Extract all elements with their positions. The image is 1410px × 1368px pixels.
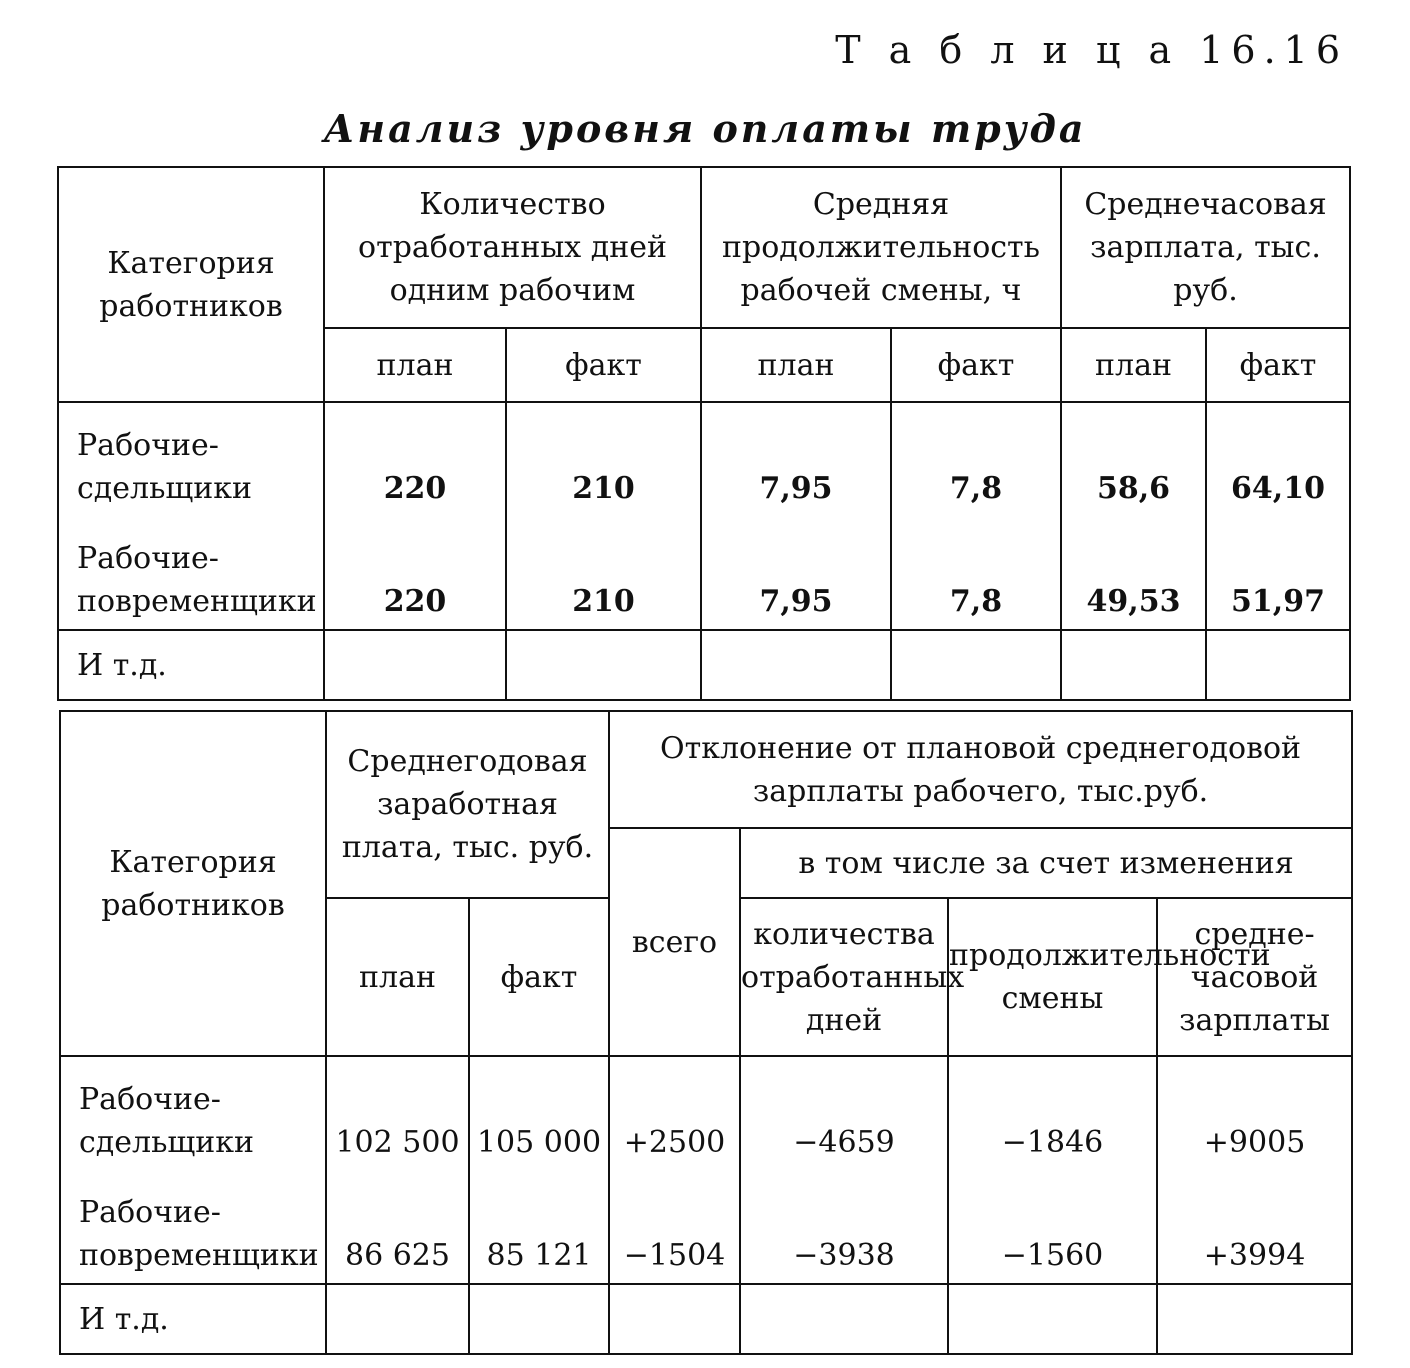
table-row	[60, 1284, 1352, 1354]
shift-change-header: продолжительности смены	[948, 898, 1157, 1056]
value-cell: −3938	[740, 1170, 948, 1284]
plan-header: план	[326, 898, 469, 1056]
total-header: всего	[609, 828, 740, 1056]
value-cell: 64,10	[1206, 402, 1350, 516]
value-cell: −1560	[948, 1170, 1157, 1284]
value-cell: +2500	[609, 1056, 740, 1170]
value-cell: 7,95	[701, 516, 891, 630]
value-cell: 7,8	[891, 402, 1061, 516]
value-cell: 210	[506, 402, 701, 516]
table-label: Т а б л и ц а 16.16	[835, 28, 1348, 72]
value-cell: −1846	[948, 1056, 1157, 1170]
avg-annual-salary-header: Среднегодовая заработная плата, тыс. руб.	[326, 711, 609, 898]
value-cell: 7,95	[701, 402, 891, 516]
value-cell: 210	[506, 516, 701, 630]
days-change-header: количества отработанных дней	[740, 898, 948, 1056]
value-cell: 86 625	[326, 1170, 469, 1284]
row-category: Рабочие-повременщики	[58, 516, 324, 630]
plan-header: план	[1061, 328, 1206, 402]
etc-label: И т.д.	[58, 630, 324, 700]
value-cell: 49,53	[1061, 516, 1206, 630]
table-row	[58, 402, 1350, 516]
row-category: Рабочие-повременщики	[60, 1170, 326, 1284]
fact-header: факт	[891, 328, 1061, 402]
plan-header: план	[701, 328, 891, 402]
value-cell: 102 500	[326, 1056, 469, 1170]
labor-table-bottom	[59, 710, 1353, 1355]
value-cell: 105 000	[469, 1056, 609, 1170]
value-cell: −1504	[609, 1170, 740, 1284]
hourly-change-header: средне-часовой зарплаты	[1157, 898, 1352, 1056]
including-header: в том числе за счет изменения	[740, 828, 1352, 898]
row-category: Рабочие-сдельщики	[58, 402, 324, 516]
value-cell: 58,6	[1061, 402, 1206, 516]
etc-label: И т.д.	[60, 1284, 326, 1354]
shift-length-header: Средняя продолжительность рабочей смены, ч	[701, 167, 1061, 328]
table-title: Анализ уровня оплаты труда	[323, 106, 1087, 151]
table-row	[60, 1056, 1352, 1170]
labor-table-top	[57, 166, 1351, 701]
value-cell: 220	[324, 402, 506, 516]
value-cell: 7,8	[891, 516, 1061, 630]
value-cell: −4659	[740, 1056, 948, 1170]
hourly-wage-header: Среднечасовая зарплата, тыс. руб.	[1061, 167, 1350, 328]
value-cell: 220	[324, 516, 506, 630]
table-row	[58, 630, 1350, 700]
row-category: Рабочие-сдельщики	[60, 1056, 326, 1170]
fact-header: факт	[469, 898, 609, 1056]
value-cell: 85 121	[469, 1170, 609, 1284]
table-row	[60, 1170, 1352, 1284]
value-cell: +3994	[1157, 1170, 1352, 1284]
fact-header: факт	[1206, 328, 1350, 402]
table-row	[58, 516, 1350, 630]
category-header: Категория работников	[60, 711, 326, 1056]
plan-header: план	[324, 328, 506, 402]
deviation-header: Отклонение от плановой среднегодовой зарплаты рабочего, тыс.руб.	[609, 711, 1352, 828]
value-cell: +9005	[1157, 1056, 1352, 1170]
days-worked-header: Количество отработанных дней одним рабочим	[324, 167, 701, 328]
category-header: Категория работников	[58, 167, 324, 402]
value-cell: 51,97	[1206, 516, 1350, 630]
fact-header: факт	[506, 328, 701, 402]
